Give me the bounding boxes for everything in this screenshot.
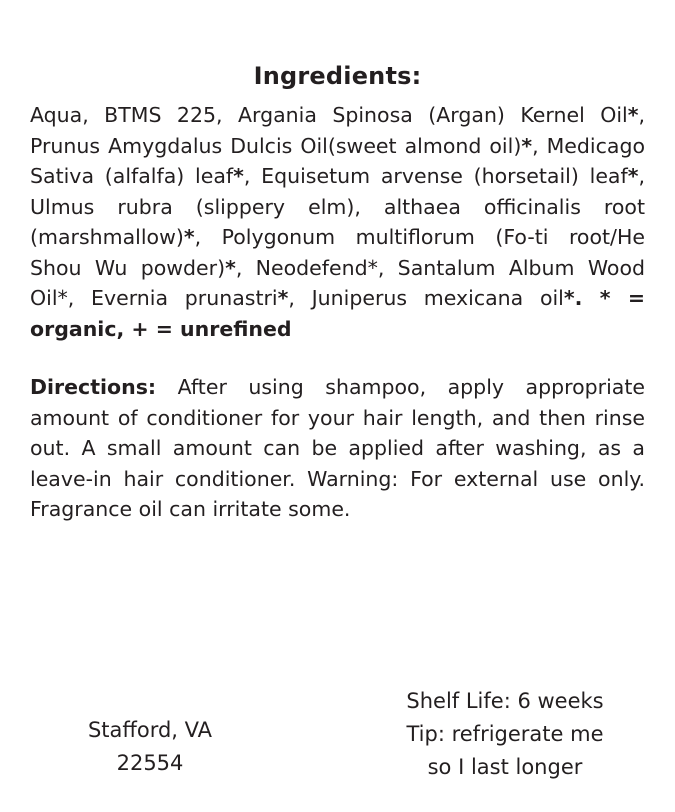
ingredient-text: Aqua, BTMS 225, Argania Spinosa (Argan) Kernel Oil bbox=[30, 103, 628, 127]
ingredient-text: , Polygonum multiflorum (Fo-ti root/He Shou Wu powder) bbox=[30, 225, 645, 280]
address-city-state: Stafford, VA bbox=[87, 718, 213, 742]
directions-label: Directions: bbox=[30, 375, 157, 399]
ingredient-marker: * bbox=[521, 133, 533, 158]
ingredient-marker: * bbox=[627, 103, 639, 127]
ingredient-text: , Equisetum arvense (horsetail) leaf bbox=[243, 164, 628, 188]
ingredient-text: , Juniperus mexicana oil bbox=[288, 286, 564, 310]
ingredient-marker: * bbox=[627, 164, 639, 188]
page-title: Ingredients: bbox=[253, 62, 422, 90]
product-label bbox=[0, 62, 675, 812]
shelf-life-text: Shelf Life: 6 weeks bbox=[406, 689, 604, 713]
ingredient-text: , Medicago Sativa (alfalfa) leaf bbox=[30, 133, 645, 188]
address-block bbox=[30, 714, 270, 784]
ingredient-marker: * bbox=[183, 225, 195, 249]
ingredient-text: , Ulmus rubra (slippery elm), althaea officinalis root (marshmallow) bbox=[30, 164, 645, 249]
ingredient-text: , Neodefend*, Santalum Album Wood Oil*, Evernia prunastri bbox=[30, 255, 645, 310]
label-footer bbox=[30, 685, 645, 784]
ingredient-marker: * bbox=[233, 164, 244, 188]
storage-block bbox=[365, 685, 645, 784]
directions-text: After using shampoo, apply appropriate amount of conditioner for your hair length, and then rinse out. A small amount can be applied after washing, as a leave-in hair conditioner. Warning: For external use only. Fragrance oil can irritate some. bbox=[30, 375, 645, 521]
directions-paragraph bbox=[30, 372, 645, 525]
tip-text-line-2: so I last longer bbox=[427, 755, 583, 779]
ingredient-marker: * bbox=[225, 255, 236, 280]
ingredient-marker: *. * = organic, + = unrefined bbox=[30, 286, 646, 341]
ingredient-marker: * bbox=[277, 286, 289, 310]
address-zip: 22554 bbox=[116, 751, 184, 775]
ingredients-paragraph bbox=[30, 100, 645, 344]
tip-text-line-1: Tip: refrigerate me bbox=[406, 722, 604, 746]
ingredient-text: , Prunus Amygdalus Dulcis Oil(sweet almond oil) bbox=[30, 103, 645, 158]
